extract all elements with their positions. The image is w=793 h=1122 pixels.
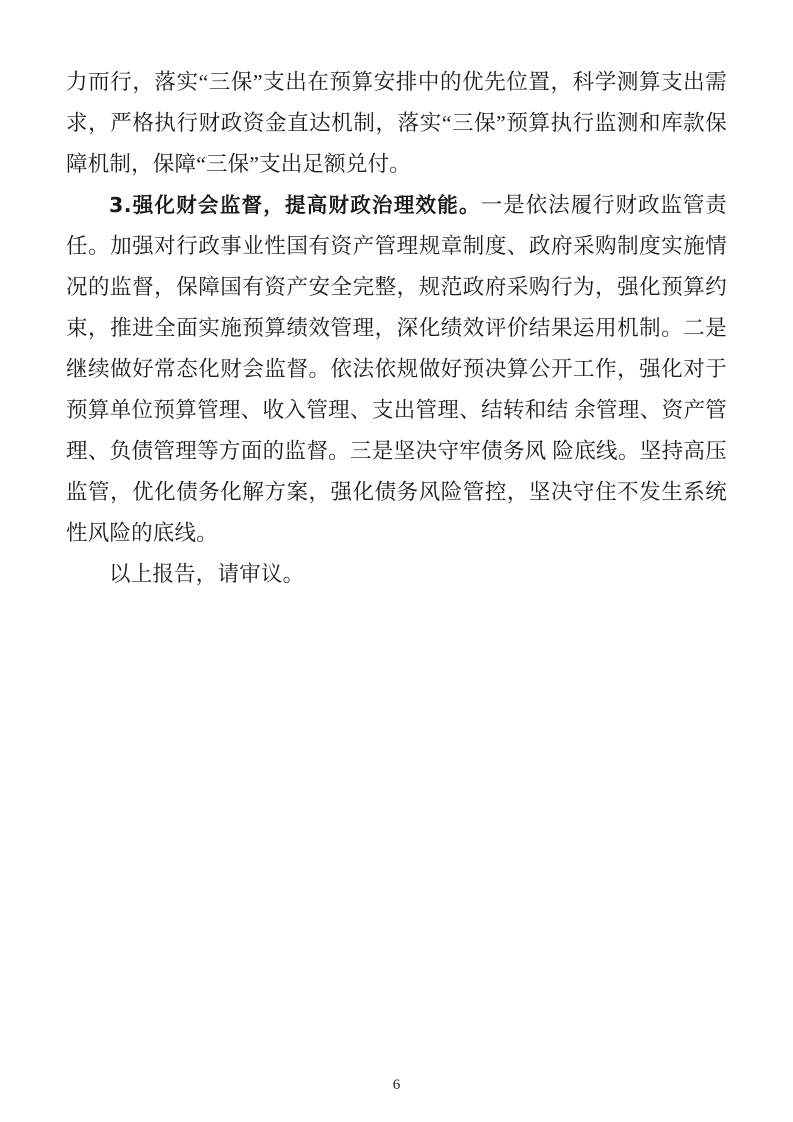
- paragraph-text: 以上报告，请审议。: [109, 562, 305, 586]
- paragraph-section-3: [66, 185, 727, 554]
- paragraph-text: 一是依法履行财政监管责任。加强对行政事业性国有资产管理规章制度、政府采购制度实施情况的监督，保障国有资产安全完整，规范政府采购行为，强化预算约束，推进全面实施预算绩效管理，深化绩效评价结果运用机制。二是继续做好常态化财会监督。依法依规做好预决算公开工作，强化对于预算单位预算管理、收入管理、支出管理、结转和结 余管理、资产管理、负债管理等方面的监督。三是坚决守牢债务风 险底线。坚持高压监管，优化债务化解方案，强化债务风险管控，坚决守住不发生系统性风险的底线。: [66, 193, 727, 545]
- paragraph-text: 力而行，落实“三保”支出在预算安排中的优先位置，科学测算支出需求，严格执行财政资金直达机制，落实“三保”预算执行监测和库款保障机制，保障“三保”支出足额兑付。: [66, 70, 727, 176]
- page-number: 6: [392, 1077, 401, 1093]
- document-body: [66, 62, 727, 595]
- paragraph-continuation: [66, 62, 727, 185]
- paragraph-closing: [66, 554, 727, 595]
- section-heading-3: 3.强化财会监督，提高财政治理效能。: [109, 193, 481, 217]
